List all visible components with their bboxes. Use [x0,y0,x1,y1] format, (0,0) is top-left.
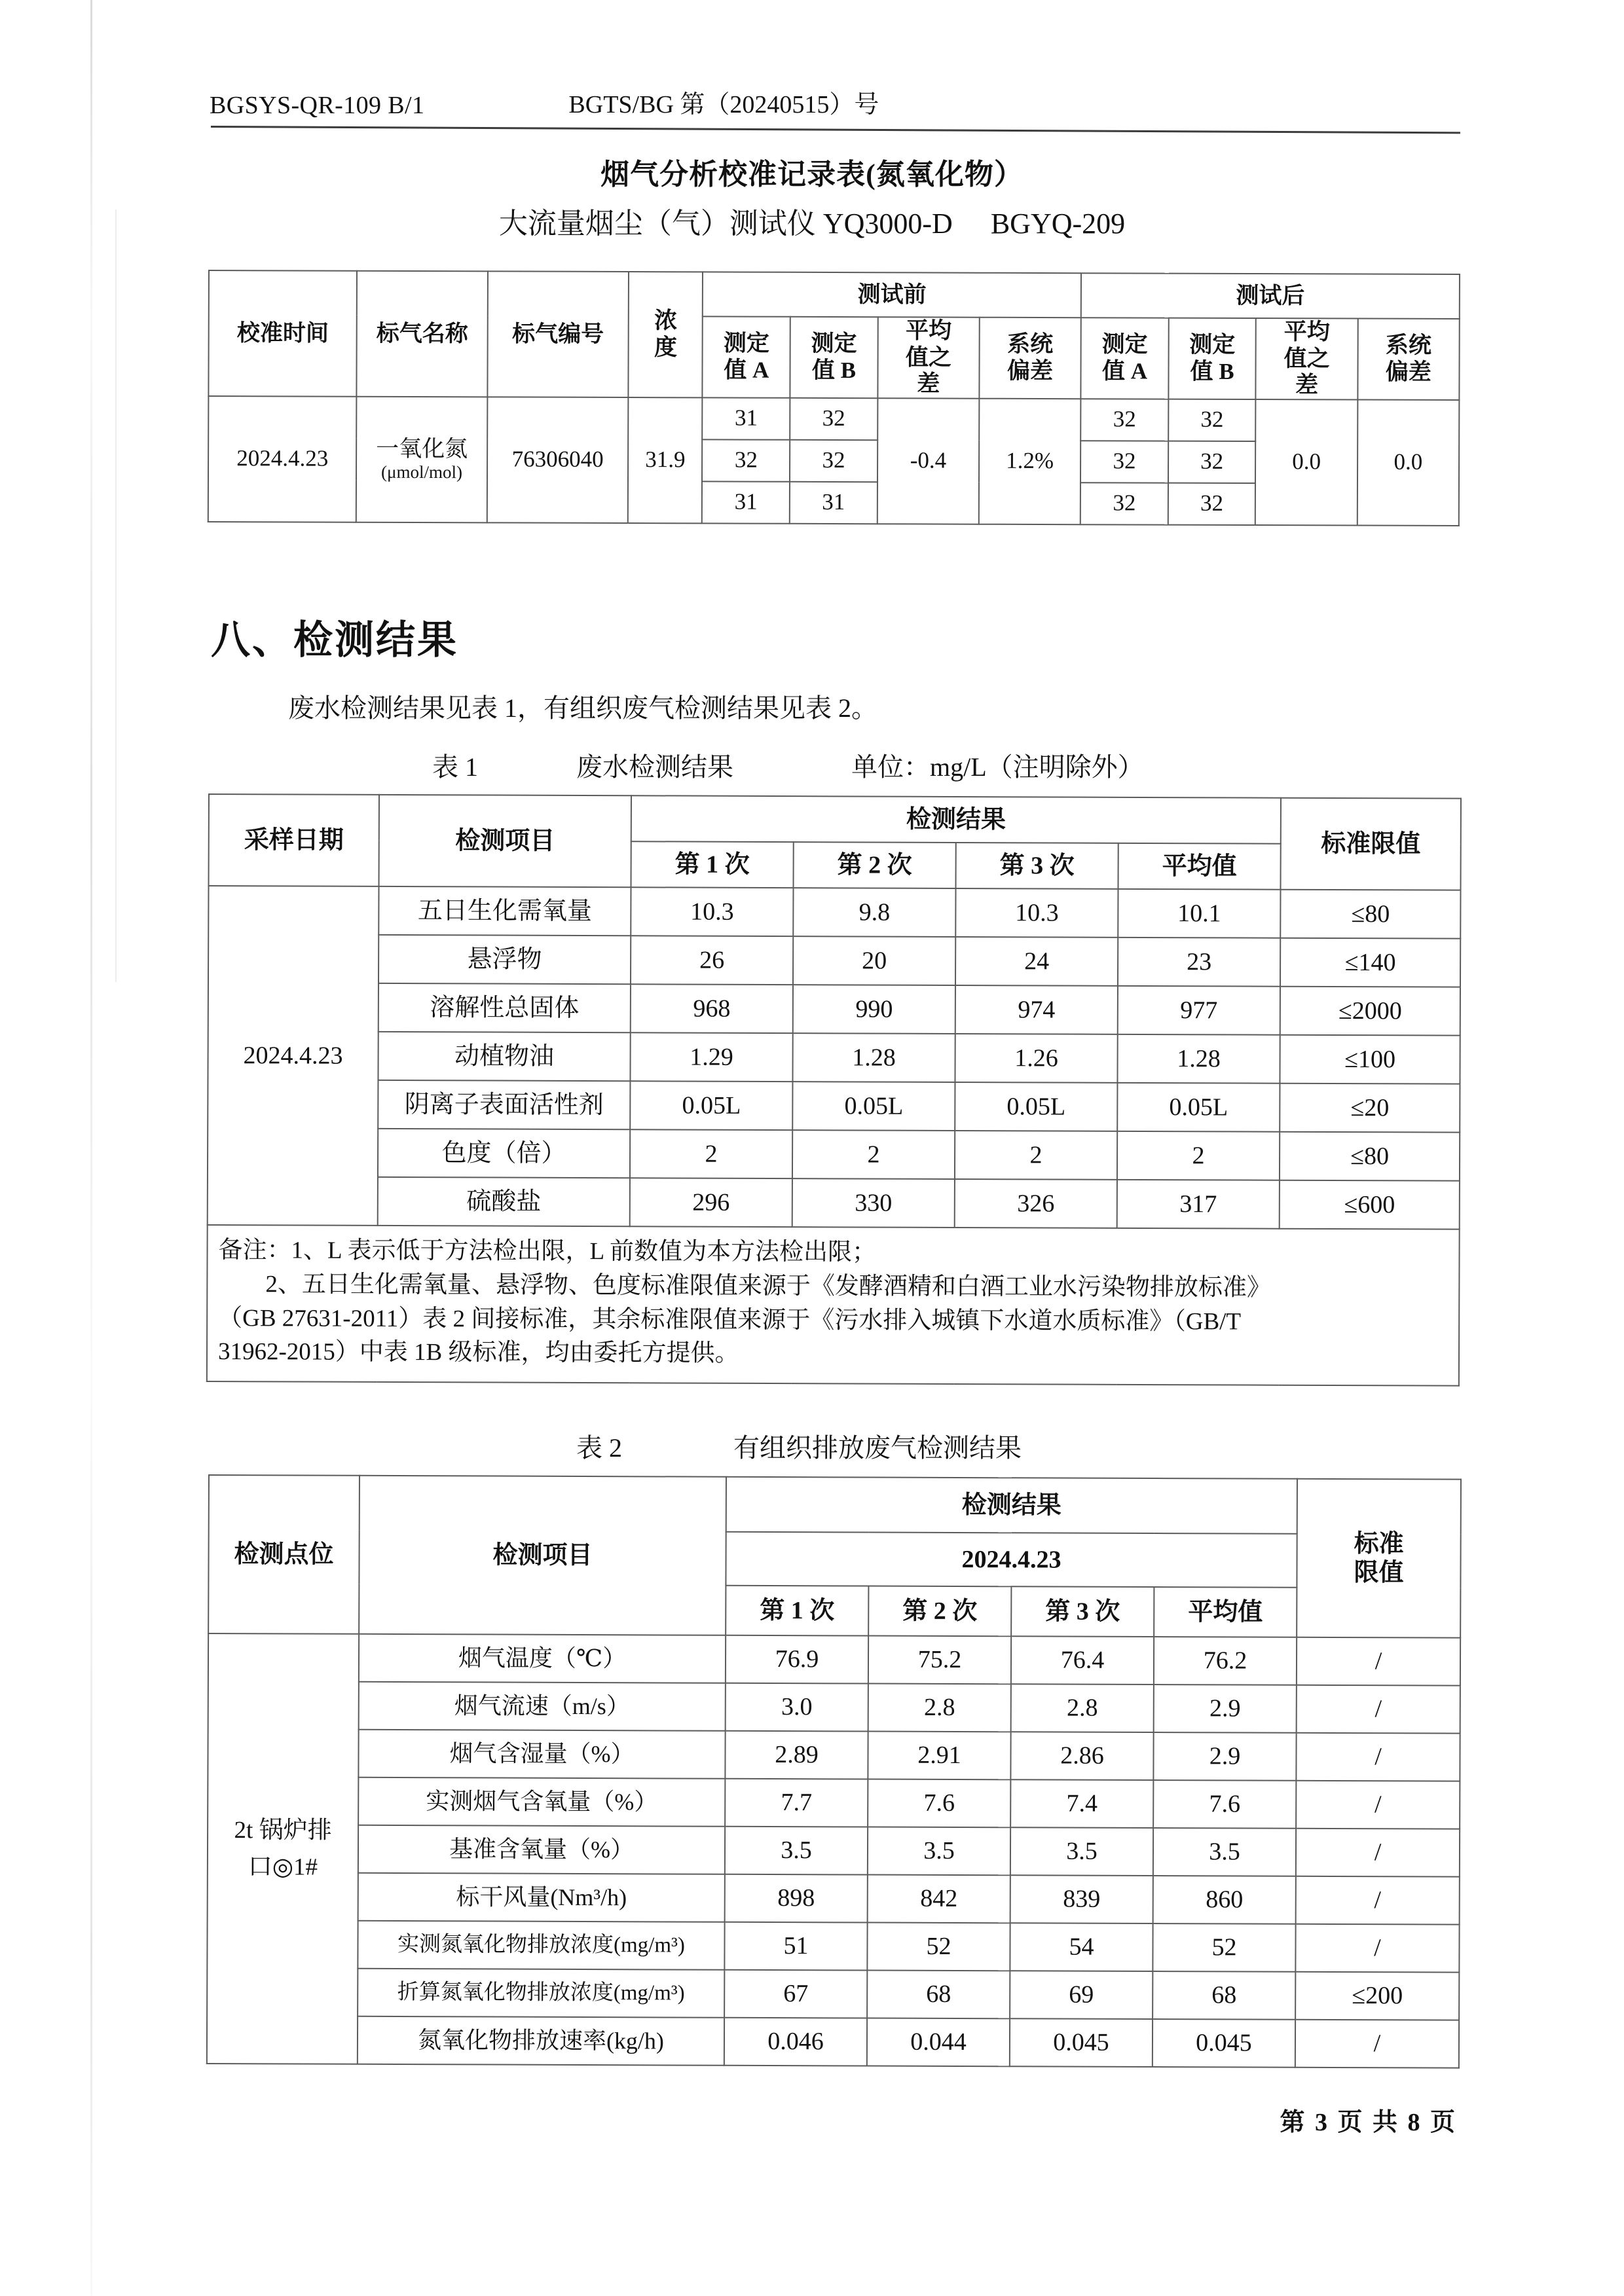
cell-before-system-deviation: 1.2% [979,398,1081,524]
col-test-1: 第 1 次 [726,1586,868,1636]
cell-test3: 2 [955,1131,1117,1180]
cell-limit: ≤100 [1280,1035,1460,1084]
col-test-3: 第 3 次 [956,843,1118,889]
cell-before-mean-difference: -0.4 [877,398,980,524]
cell-test2: 842 [868,1875,1010,1923]
note-line-2: 2、五日生化需氧量、悬浮物、色度标准限值来源于《发酵酒精和白酒工业水污染物排放标准》 [265,1271,1271,1302]
point-line2: 口◎1# [248,1853,318,1881]
table-row-header-1 [209,270,1460,319]
cell-test1: 10.3 [631,887,793,936]
label-line2: 值 A [724,357,769,383]
cell-concentration: 31.9 [628,397,703,523]
table-row [208,1825,1460,1877]
cell-item: 烟气温度（℃） [359,1634,726,1683]
cell-average: 23 [1118,938,1280,987]
limit-label-line1: 标准 [1354,1530,1404,1558]
cell-test1: 26 [631,936,793,985]
label-line1: 测定 [1189,332,1236,358]
page-number: 第 3 页 共 8 页 [1280,2109,1457,2136]
cell-limit: / [1296,1733,1460,1781]
col-test-2: 第 2 次 [868,1586,1011,1637]
cell-test3: 974 [955,985,1118,1034]
table1-caption [432,746,1144,784]
cell-test2: 3.5 [868,1827,1010,1876]
cell-limit: ≤140 [1280,938,1460,987]
instrument-code: BGYQ-209 [990,208,1126,240]
label-line1: 平均 [905,318,952,344]
col-standard-limit: 标准限值 [1281,798,1461,890]
label-line1: 系统 [1385,332,1432,359]
col-after-system-deviation [1357,319,1460,400]
col-concentration [629,272,703,397]
cell-after-system-deviation: 0.0 [1357,399,1459,525]
col-test-1: 第 1 次 [631,841,794,888]
cell-item: 标干风量(Nm³/h) [358,1873,725,1922]
table-row-header-1 [209,1475,1461,1535]
cell-before-a-2: 32 [702,439,790,481]
section-paragraph: 废水检测结果见表 1，有组织废气检测结果见表 2。 [288,693,877,723]
cell-item: 氮氧化物排放速率(kg/h) [358,2016,724,2066]
col-before-measured-a [703,316,790,397]
report-number: BGTS/BG 第（20240515）号 [568,91,879,118]
cell-after-a-3: 32 [1080,483,1168,524]
instrument-subtitle [0,200,1624,242]
col-after-mean-difference [1256,318,1358,399]
cell-test2: 1.28 [792,1033,955,1082]
cell-limit: / [1296,1781,1460,1829]
cell-average: 0.05L [1117,1083,1280,1132]
cell-test3: 76.4 [1011,1636,1154,1685]
cell-test3: 54 [1010,1923,1153,1971]
cell-test2: 2.91 [868,1732,1010,1780]
cell-test2: 9.8 [793,888,955,937]
cell-item: 实测氮氧化物排放浓度(mg/m³) [358,1921,724,1970]
table-row [207,1968,1459,2020]
cell-test2: 52 [867,1923,1010,1971]
col-concentration-line1: 浓 [654,308,678,334]
col-after-measured-b [1168,318,1256,399]
cell-item: 基准含氧量（%） [358,1825,725,1874]
cell-before-b-3: 31 [790,482,877,524]
cell-limit: / [1297,1637,1460,1686]
cell-test3: 1.26 [955,1034,1117,1083]
cell-average: 68 [1153,1971,1295,2020]
calibration-table-wrapper [208,270,1460,526]
gas-name-text: 一氧化氮 [376,435,468,462]
col-standard-limit [1297,1479,1461,1638]
cell-test2: 0.044 [867,2018,1010,2067]
table-row-notes [207,1225,1460,1386]
cell-test3: 326 [955,1179,1117,1228]
col-test-item: 检测项目 [359,1476,726,1635]
cell-item: 五日生化需氧量 [378,886,631,936]
cell-item: 硫酸盐 [378,1177,630,1226]
cell-limit: / [1296,1829,1460,1877]
table-row [208,1031,1460,1084]
table1-wrapper [206,793,1460,1387]
cell-before-a-3: 31 [702,481,790,523]
table2-wrapper [206,1474,1460,2069]
cell-test1: 968 [631,984,793,1033]
cell-limit: / [1295,1924,1459,1973]
cell-test3: 0.045 [1010,2018,1153,2067]
note-line-4: 31962-2015）中表 1B 级标准，均由委托方提供。 [217,1338,739,1368]
cell-average: 2.9 [1154,1685,1297,1733]
cell-before-b-2: 32 [790,440,877,482]
col-gas-name: 标气名称 [357,271,488,397]
label-line2: 偏差 [1385,359,1431,385]
table-row [208,886,1460,939]
table-row [208,1128,1460,1181]
cell-average: 0.045 [1153,2019,1295,2068]
cell-test3: 2.86 [1010,1732,1153,1780]
document-header [210,84,1460,120]
cell-average: 977 [1118,986,1280,1035]
cell-before-a-1: 31 [703,397,790,439]
cell-limit: / [1295,2020,1459,2068]
cell-after-b-2: 32 [1168,441,1256,483]
cell-after-b-3: 32 [1168,483,1256,524]
label-line1: 平均 [1283,319,1330,345]
table-row [208,983,1460,1036]
cell-sampling-date: 2024.4.23 [208,886,379,1226]
col-gas-number: 标气编号 [487,271,629,397]
cell-test2: 7.6 [868,1779,1010,1828]
cell-test2: 68 [867,1971,1010,2019]
col-before-system-deviation [979,318,1081,399]
cell-average: 76.2 [1154,1637,1297,1685]
cell-test2: 990 [793,985,955,1034]
cell-item: 溶解性总固体 [378,983,631,1032]
label-line1: 测定 [723,330,770,356]
gas-unit-text: (μmol/mol) [381,462,463,483]
point-line1: 2t 锅炉排 [234,1817,332,1844]
table-row [208,396,1459,442]
group-after-test: 测试后 [1081,273,1460,319]
label-line3: 差 [917,371,940,397]
label-line2: 值 B [811,357,857,383]
cell-test1: 51 [724,1922,867,1971]
cell-after-b-1: 32 [1168,399,1256,441]
table1-notes [207,1225,1460,1386]
cell-limit: ≤2000 [1280,987,1460,1036]
label-line2: 值 A [1101,358,1148,384]
col-before-measured-b [790,317,877,398]
cell-before-b-1: 32 [790,398,877,440]
cell-limit: ≤80 [1280,1132,1460,1181]
cell-test1: 7.7 [725,1779,868,1827]
cell-average: 10.1 [1118,889,1280,938]
cell-gas-number: 76306040 [487,397,629,523]
cell-item: 悬浮物 [378,935,631,984]
cell-average: 317 [1117,1180,1280,1229]
group-test-results: 检测结果 [726,1477,1297,1534]
table1-caption-title: 废水检测结果 [576,752,733,782]
cell-test1: 76.9 [726,1635,868,1684]
cell-calibration-time: 2024.4.23 [208,396,357,522]
table-row [208,1729,1460,1781]
cell-test1: 0.046 [724,2018,867,2066]
cell-limit: ≤600 [1280,1180,1460,1230]
col-average: 平均值 [1118,843,1280,890]
cell-test1: 1.29 [630,1032,792,1082]
table-row [208,1080,1460,1133]
cell-limit: / [1296,1876,1460,1925]
col-test-2: 第 2 次 [794,842,956,888]
cell-test3: 7.4 [1010,1779,1153,1828]
cell-test2: 2.8 [868,1684,1011,1732]
cell-limit: ≤200 [1295,1972,1459,2020]
col-monitoring-point: 检测点位 [208,1475,360,1634]
table2-caption-title: 有组织排放废气检测结果 [733,1433,1022,1463]
table-row [207,2016,1459,2068]
cell-item: 烟气流速（m/s） [359,1682,726,1731]
cell-test3: 69 [1010,1971,1153,2019]
cell-monitoring-point [207,1633,359,2064]
group-before-test: 测试前 [703,272,1081,318]
col-concentration-line2: 度 [654,335,678,361]
col-test-3: 第 3 次 [1011,1586,1154,1637]
scan-edge-artifact-secondary [115,210,117,982]
cell-average: 52 [1153,1923,1295,1972]
cell-limit: ≤20 [1280,1084,1460,1133]
cell-test3: 0.05L [955,1082,1117,1131]
cell-test3: 2.8 [1011,1684,1154,1732]
cell-test1: 296 [630,1178,792,1227]
cell-test2: 330 [792,1178,955,1228]
cell-after-a-1: 32 [1080,399,1168,441]
cell-item: 动植物油 [378,1032,630,1081]
cell-test3: 24 [955,937,1118,986]
table2-caption [576,1427,1022,1465]
cell-item: 折算氮氧化物排放浓度(mg/m³) [358,1969,724,2018]
table-row [208,934,1460,987]
col-test-item: 检测项目 [379,795,631,887]
label-line1: 测定 [811,331,857,357]
cell-test2: 20 [793,936,955,985]
label-line3: 差 [1295,372,1319,398]
cell-item: 阴离子表面活性剂 [378,1080,630,1129]
label-line2: 值 B [1190,358,1234,384]
label-line2: 值之 [1283,345,1330,371]
cell-average: 7.6 [1153,1780,1296,1829]
note-line-1: 备注：1、L 表示低于方法检出限，L 前数值为本方法检出限； [218,1237,877,1266]
cell-average: 2.9 [1153,1732,1296,1781]
group-test-results: 检测结果 [631,795,1281,843]
cell-test1: 67 [724,1970,867,2018]
cell-average: 3.5 [1153,1828,1296,1876]
table-row [208,1633,1460,1686]
calibration-table [208,270,1460,526]
col-calibration-time: 校准时间 [208,270,357,396]
cell-test2: 2 [792,1130,955,1179]
table-row-header-1 [209,794,1461,845]
cell-test3: 3.5 [1010,1827,1153,1876]
cell-item: 实测烟气含氧量（%） [358,1777,725,1827]
cell-test3: 839 [1010,1875,1153,1923]
instrument-name: 大流量烟尘（气）测试仪 YQ3000-D [498,208,953,240]
section-heading: 八、检测结果 [211,619,458,662]
cell-average: 2 [1117,1131,1280,1180]
cell-limit: ≤80 [1280,890,1460,939]
exhaust-gas-results-table [206,1474,1462,2069]
cell-test2: 0.05L [792,1082,955,1131]
cell-test1: 898 [725,1874,868,1923]
cell-test1: 0.05L [630,1081,792,1130]
cell-average: 860 [1153,1876,1296,1924]
table-row [208,1777,1460,1829]
header-rule [211,126,1460,134]
table2-caption-label: 表 2 [576,1433,622,1463]
page-title: 烟气分析校准记录表(氮氧化物） [600,158,1024,191]
table-row [208,1681,1460,1734]
cell-gas-name [356,396,487,522]
cell-test3: 10.3 [955,888,1118,938]
label-line1: 测定 [1101,331,1148,357]
label-line2: 偏差 [1007,357,1054,384]
note-line-3: （GB 27631-2011）表 2 间接标准，其余标准限值来源于《污水排入城镇下水道水质标准》（GB/T [218,1304,1242,1336]
col-after-measured-a [1081,318,1169,399]
form-code: BGSYS-QR-109 B/1 [210,92,425,119]
cell-item: 烟气含湿量（%） [358,1730,725,1779]
cell-test1: 2 [630,1129,792,1178]
col-sampling-date: 采样日期 [209,794,379,886]
cell-test1: 2.89 [725,1731,868,1779]
scan-edge-artifact [90,0,92,2296]
limit-label-line2: 限值 [1354,1559,1404,1587]
label-line2: 值之 [905,344,952,371]
cell-after-a-2: 32 [1080,441,1168,483]
cell-average: 1.28 [1117,1034,1280,1084]
cell-test1: 3.0 [726,1683,868,1732]
cell-test1: 3.5 [725,1827,868,1875]
wastewater-results-table [206,793,1462,1387]
table1-caption-unit: 单位：mg/L（注明除外） [851,752,1144,782]
table1-caption-label: 表 1 [432,752,478,782]
table-row [208,1872,1460,1925]
cell-limit: / [1297,1685,1460,1734]
table-row [207,1920,1459,1973]
cell-test2: 75.2 [868,1636,1011,1685]
cell-after-mean-difference: 0.0 [1255,399,1357,525]
page-footer [0,2102,1624,2138]
group-test-date: 2024.4.23 [726,1532,1297,1588]
col-average: 平均值 [1154,1587,1297,1637]
col-before-mean-difference [877,317,980,398]
label-line1: 系统 [1007,331,1054,357]
table-row [208,1176,1460,1230]
cell-item: 色度（倍） [378,1129,630,1178]
